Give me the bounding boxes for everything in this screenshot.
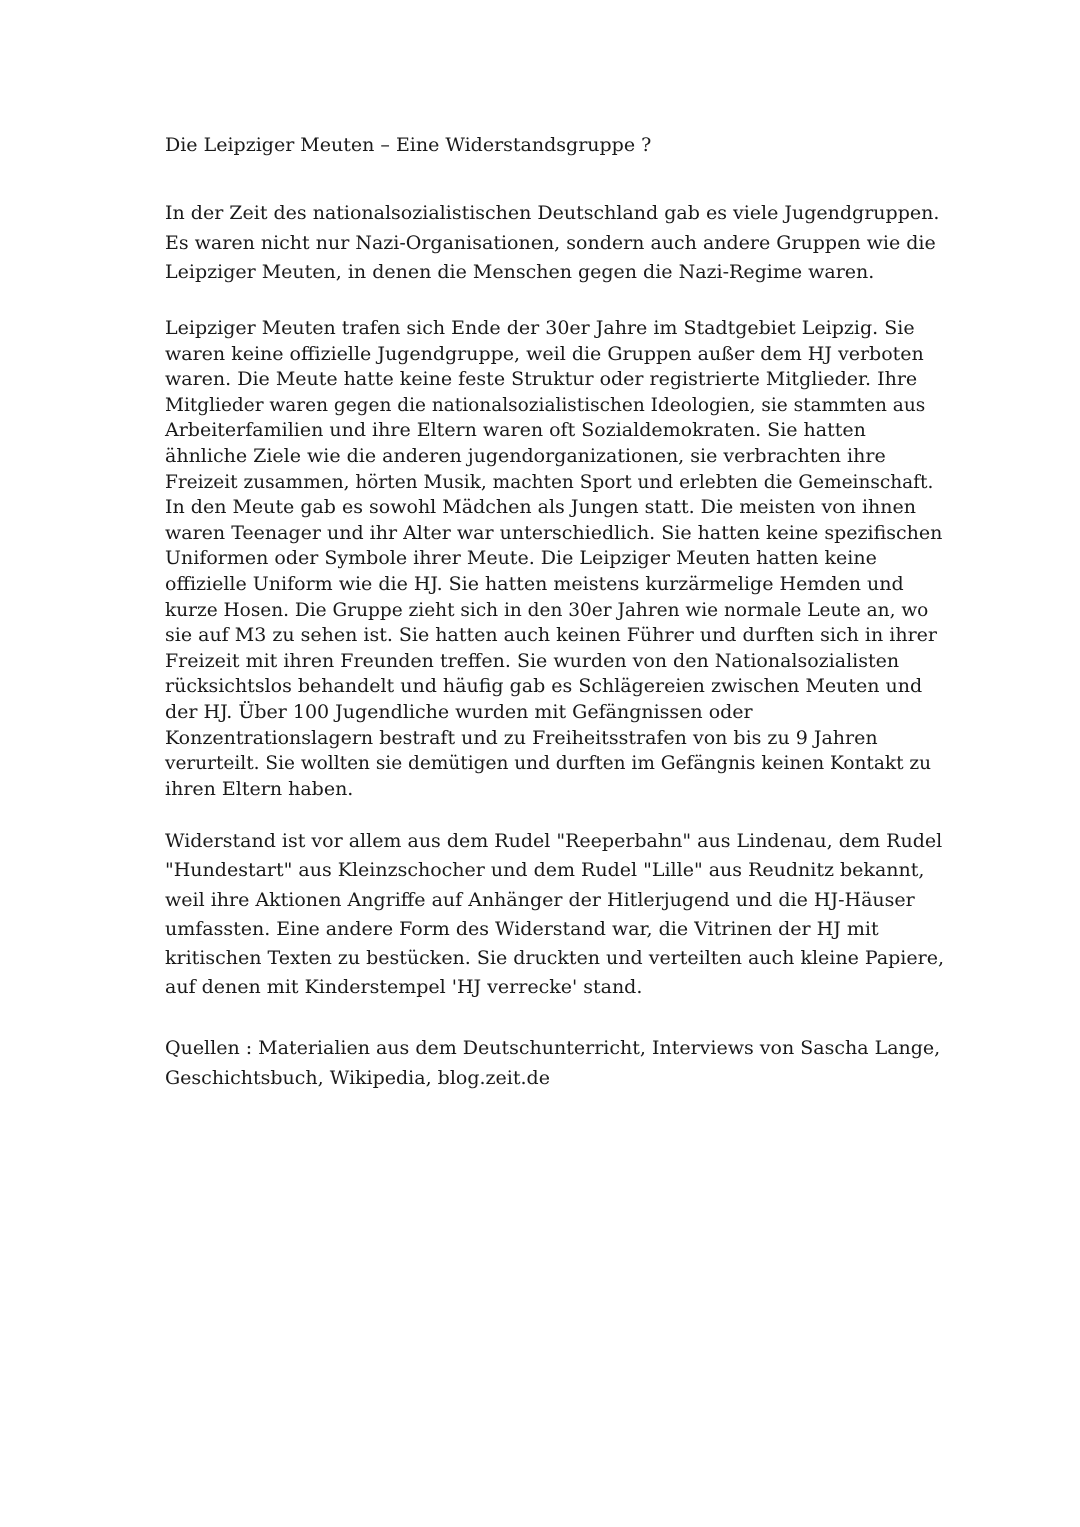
text-line: der HJ. Über 100 Jugendliche wurden mit Gefängnissen oder	[165, 700, 753, 723]
text-line: verurteilt. Sie wollten sie demütigen und durften im Gefängnis keinen Kontakt zu	[165, 753, 932, 775]
text-line: offizielle Uniform wie die HJ. Sie hatten meistens kurzärmelige Hemden und	[165, 572, 904, 595]
text-line: waren. Die Meute hatte keine feste Struktur oder registrierte Mitglieder. Ihre	[165, 368, 918, 391]
text-line: kritischen Texten zu bestücken. Sie druckten und verteilten auch kleine Papiere,	[165, 947, 944, 970]
text-line: weil ihre Aktionen Angriffe auf Anhänger der Hitlerjugend und die HJ-Häuser	[165, 888, 915, 911]
text-line: Freizeit mit ihren Freunden treffen. Sie wurden von den Nationalsozialisten	[165, 649, 900, 672]
paragraph-intro	[165, 199, 945, 288]
text-line: waren keine offizielle Jugendgruppe, weil die Gruppen außer dem HJ verboten	[165, 342, 924, 365]
text-line: In den Meute gab es sowohl Mädchen als Jungen statt. Die meisten von ihnen	[165, 496, 916, 519]
paragraph-sources	[165, 1033, 945, 1093]
page-title: Die Leipziger Meuten – Eine Widerstandsgruppe ?	[165, 134, 652, 156]
text-line: Freizeit zusammen, hörten Musik, machten Sport und erlebten die Gemeinschaft.	[165, 471, 934, 493]
text-line: Arbeiterfamilien und ihre Eltern waren oft Sozialdemokraten. Sie hatten	[165, 419, 866, 442]
paragraph-resistance	[165, 827, 945, 1003]
text-line: Es waren nicht nur Nazi-Organisationen, sondern auch andere Gruppen wie die	[165, 231, 936, 254]
text-line: kurze Hosen. Die Gruppe zieht sich in den 30er Jahren wie normale Leute an, wo	[165, 599, 929, 621]
text-line: Konzentrationslagern bestraft und zu Freiheitsstrafen von bis zu 9 Jahren	[165, 726, 878, 749]
text-line: Mitglieder waren gegen die nationalsozialistischen Ideologien, sie stammten aus	[165, 394, 926, 416]
text-line: In der Zeit des nationalsozialistischen Deutschland gab es viele Jugendgruppen.	[165, 202, 940, 224]
text-line: umfassten. Eine andere Form des Widerstand war, die Vitrinen der HJ mit	[165, 917, 879, 940]
text-line: ähnliche Ziele wie die anderen jugendorganizationen, sie verbrachten ihre	[165, 444, 886, 467]
text-line: ihren Eltern haben.	[165, 777, 354, 800]
text-line: Quellen : Materialien aus dem Deutschunterricht, Interviews von Sascha Lange,	[165, 1037, 941, 1059]
text-line: sie auf M3 zu sehen ist. Sie hatten auch keinen Führer und durften sich in ihrer	[165, 624, 937, 647]
text-line: "Hundestart" aus Kleinzschocher und dem Rudel "Lille" aus Reudnitz bekannt,	[165, 859, 925, 882]
text-line: Uniformen oder Symbole ihrer Meute. Die Leipziger Meuten hatten keine	[165, 547, 877, 570]
text-line: waren Teenager und ihr Alter war unterschiedlich. Sie hatten keine spezifischen	[165, 521, 943, 544]
text-line: Widerstand ist vor allem aus dem Rudel "Reeperbahn" aus Lindenau, dem Rudel	[165, 830, 943, 852]
text-line: rücksichtslos behandelt und häufig gab es Schlägereien zwischen Meuten und	[165, 675, 923, 698]
text-line: Geschichtsbuch, Wikipedia, blog.zeit.de	[165, 1067, 550, 1089]
text-line: Leipziger Meuten, in denen die Menschen gegen die Nazi-Regime waren.	[165, 261, 875, 283]
text-line: auf denen mit Kinderstempel 'HJ verrecke' stand.	[165, 976, 643, 999]
text-line: Leipziger Meuten trafen sich Ende der 30er Jahre im Stadtgebiet Leipzig. Sie	[165, 317, 915, 339]
paragraph-description	[165, 316, 945, 802]
